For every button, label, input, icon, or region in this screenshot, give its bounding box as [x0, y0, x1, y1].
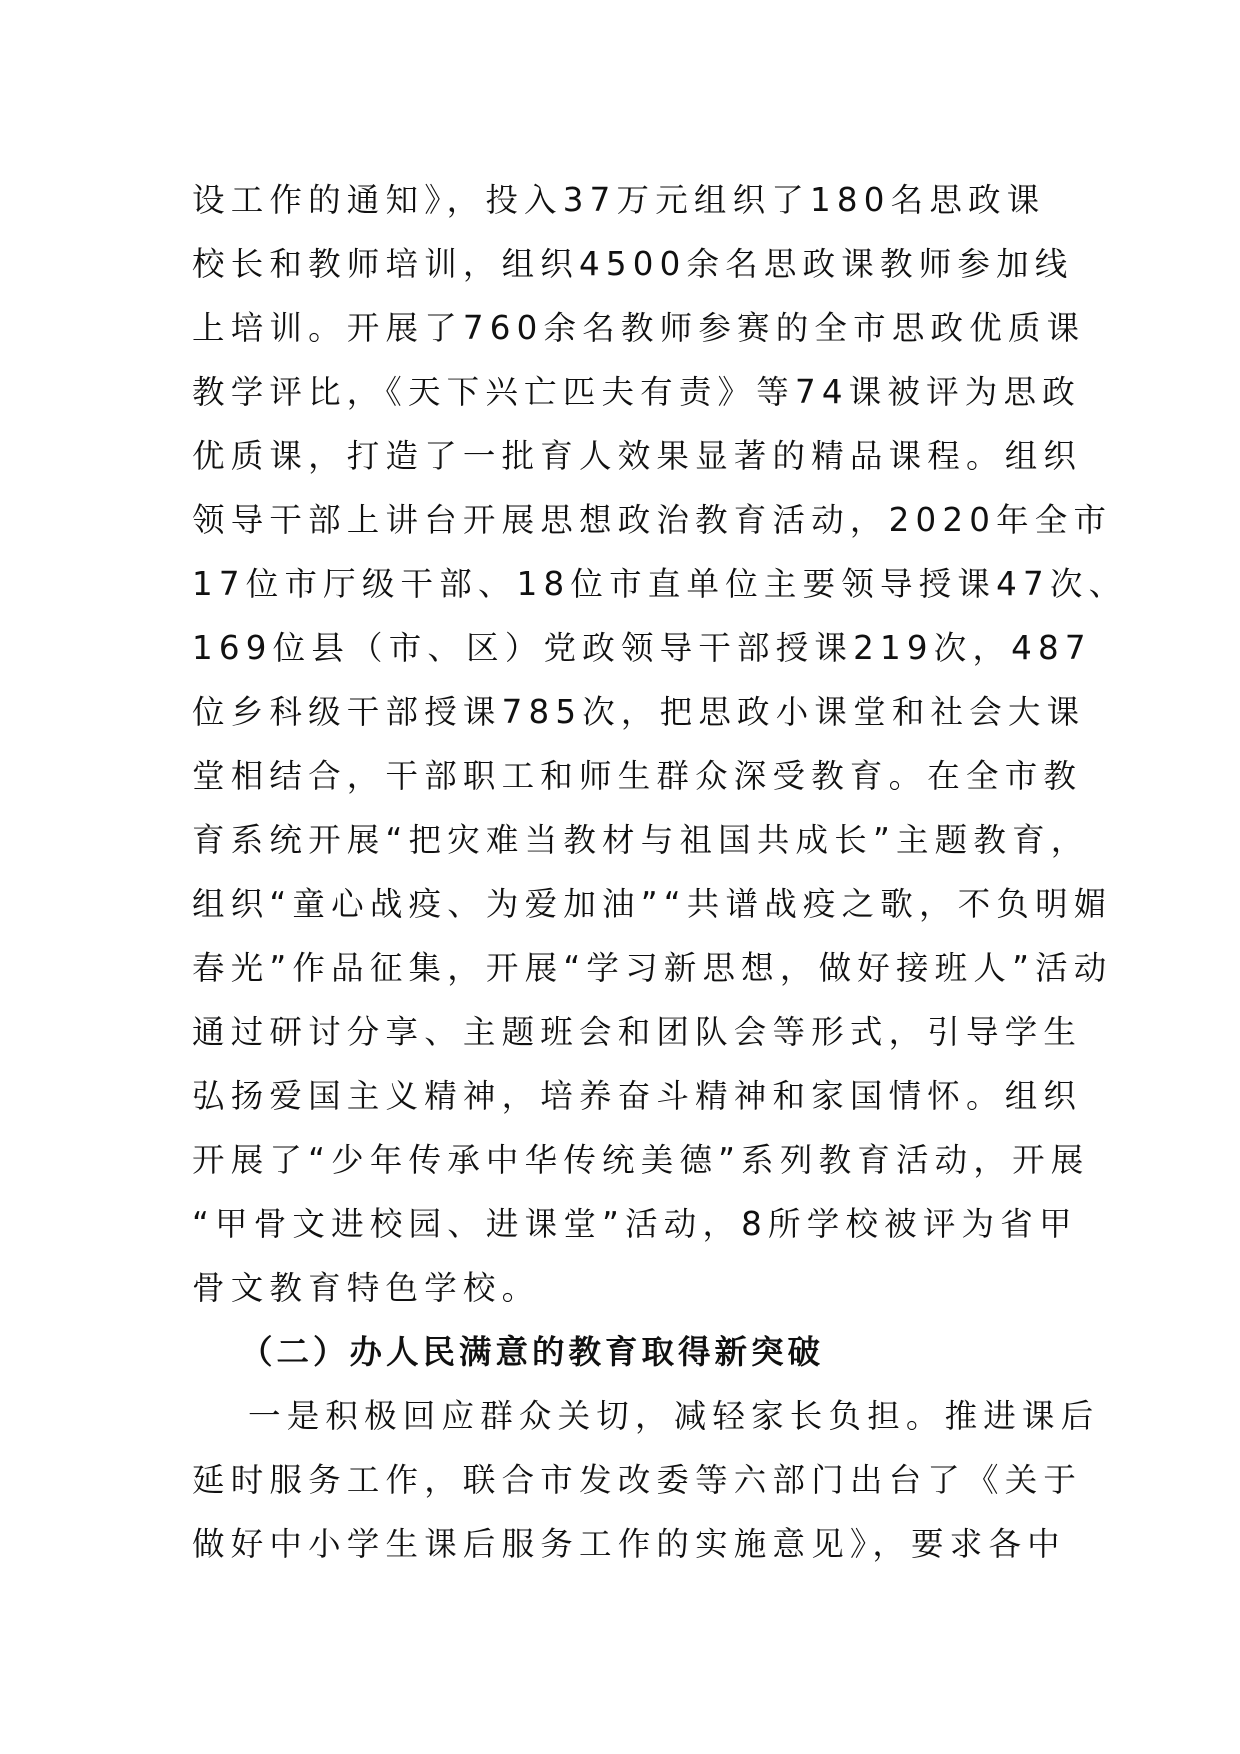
section-heading: （二）办人民满意的教育取得新突破 — [240, 1333, 825, 1371]
text-line: 17位市厅级干部、18位市直单位主要领导授课47次、 — [192, 565, 1128, 603]
text-line: 弘扬爱国主义精神，培养奋斗精神和家国情怀。组织 — [192, 1077, 1083, 1115]
text-line: 169位县（市、区）党政领导干部授课219次，487 — [192, 629, 1092, 667]
text-line: 校长和教师培训，组织4500余名思政课教师参加线 — [192, 245, 1074, 283]
text-line: 通过研讨分享、主题班会和团队会等形式，引导学生 — [192, 1013, 1083, 1051]
text-line: 春光”作品征集，开展“学习新思想，做好接班人”活动 — [192, 949, 1113, 987]
text-line: 设工作的通知》，投入37万元组织了180名思政课 — [192, 181, 1046, 219]
text-line: 育系统开展“把灾难当教材与祖国共成长”主题教育， — [192, 821, 1090, 859]
text-line: 组织“童心战疫、为爱加油”“共谱战疫之歌，不负明媚 — [192, 885, 1113, 923]
document-body — [192, 168, 1128, 1576]
text-line: 领导干部上讲台开展思想政治教育活动，2020年全市 — [192, 501, 1113, 539]
text-line: 做好中小学生课后服务工作的实施意见》，要求各中 — [192, 1525, 1066, 1563]
text-line: 位乡科级干部授课785次，把思政小课堂和社会大课 — [192, 693, 1086, 731]
text-line: 一是积极回应群众关切，减轻家长负担。推进课后 — [248, 1397, 1100, 1435]
text-line: 上培训。开展了760余名教师参赛的全市思政优质课 — [192, 309, 1086, 347]
text-line: “甲骨文进校园、进课堂”活动，8所学校被评为省甲 — [192, 1205, 1078, 1243]
text-line: 开展了“少年传承中华传统美德”系列教育活动，开展 — [192, 1141, 1090, 1179]
text-line: 延时服务工作，联合市发改委等六部门出台了《关于 — [192, 1461, 1083, 1499]
text-line: 优质课，打造了一批育人效果显著的精品课程。组织 — [192, 437, 1083, 475]
text-line: 教学评比，《天下兴亡匹夫有责》等74课被评为思政 — [192, 373, 1081, 411]
text-line: 骨文教育特色学校。 — [192, 1269, 541, 1307]
text-line: 堂相结合，干部职工和师生群众深受教育。在全市教 — [192, 757, 1083, 795]
